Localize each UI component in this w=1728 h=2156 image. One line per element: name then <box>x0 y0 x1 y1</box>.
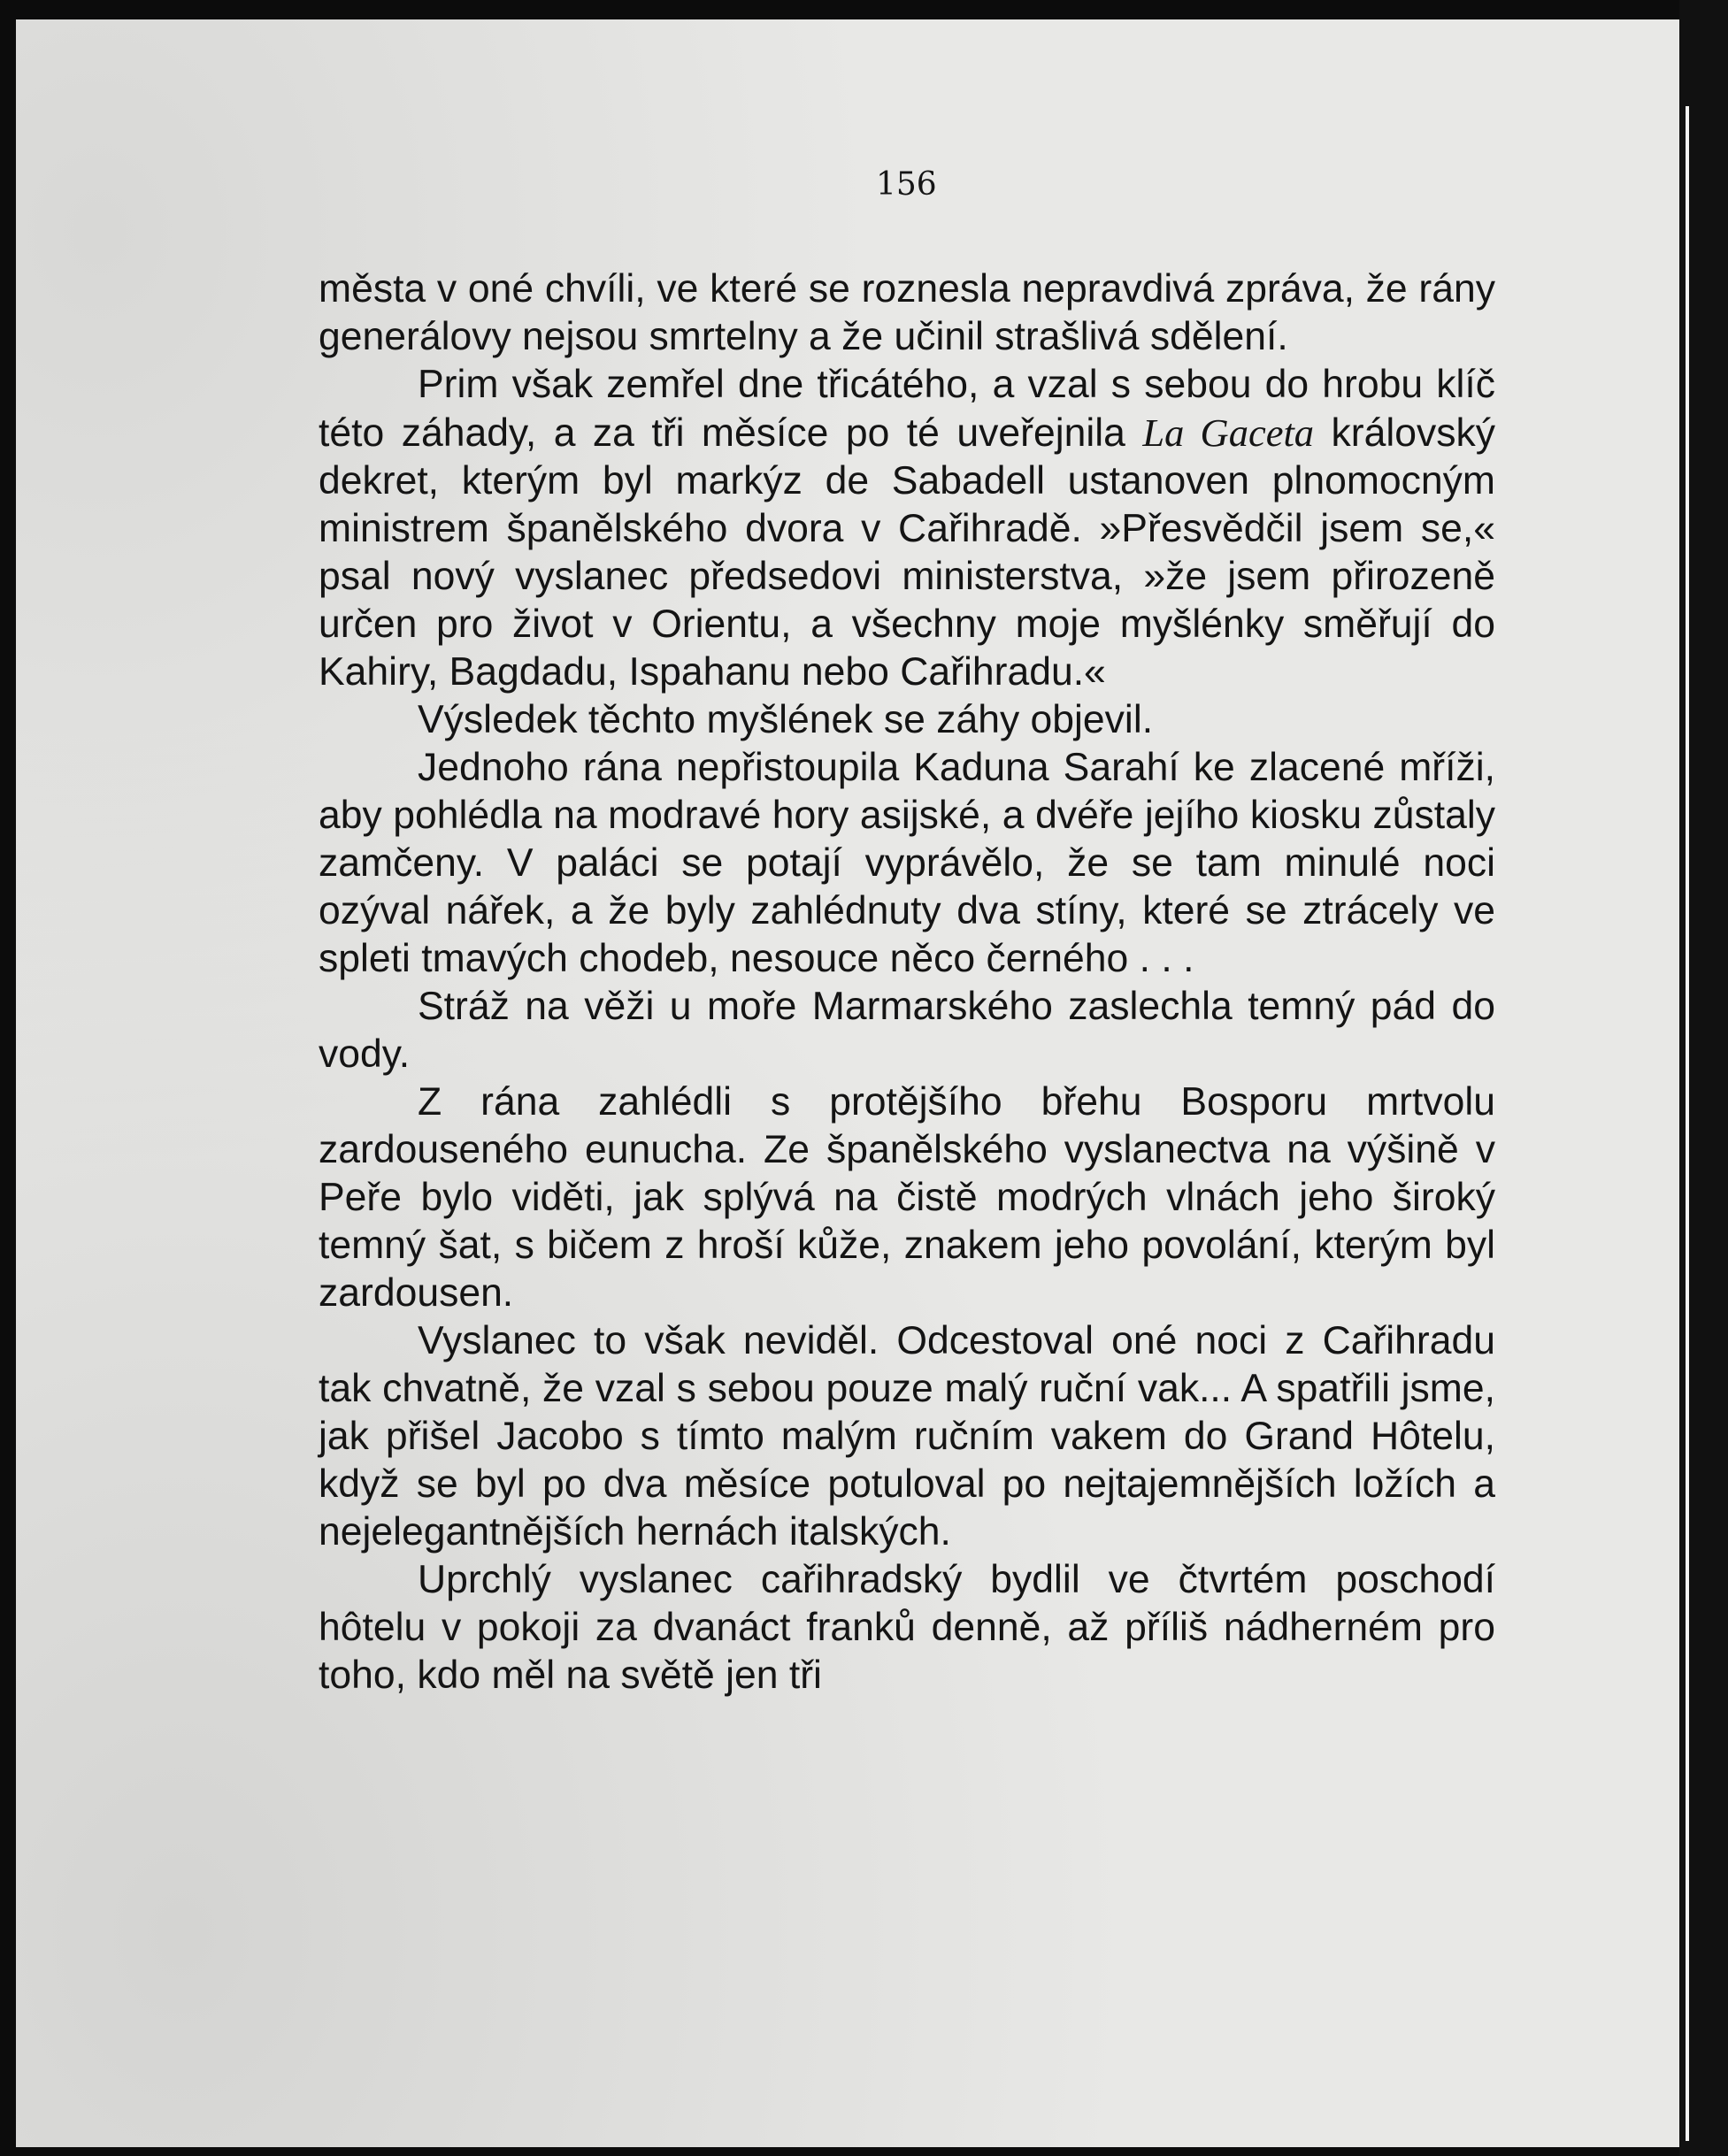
page-number: 156 <box>876 166 937 203</box>
paragraph <box>319 361 1495 696</box>
paragraph: Uprchlý vyslanec cařihradský bydlil ve čtvrtém poschodí hôtelu v pokoji za dvanáct franků denně, až příliš nádherném pro toho, kdo měl na světě jen tři <box>319 1558 1495 1697</box>
paragraph: Z rána zahlédli s protějšího břehu Bosporu mrtvolu zardouseného eunucha. Ze španělského vyslanectva na výšině v Peře bylo viděti, jak splývá na čistě modrých vlnách jeho široký temný šat, s bičem z hroší kůže, znakem jeho povolání, kterým byl zardousen. <box>319 1080 1495 1315</box>
newspaper-title: La Gaceta <box>1142 410 1315 455</box>
paragraph: Výsledek těchto myšlének se záhy objevil. <box>418 698 1154 741</box>
paragraph-text: královský dekret, kterým byl markýz de Sabadell ustanoven plnomocným ministrem španělského dvora v Cařihradě. »Přesvědčil jsem se,« psal nový vyslanec předsedovi ministerstva, »že jsem přirozeně určen pro život v Orientu, a všechny moje myšlénky směřují do Kahiry, Bagdadu, Ispahanu nebo Cařihradu.« <box>319 411 1495 694</box>
paragraph: Jednoho rána nepřistoupila Kaduna Sarahí ke zlacené mříži, aby pohlédla na modravé hory asijské, a dvéře jejího kiosku zůstaly zamčeny. V paláci se potají vyprávělo, že se tam minulé noci ozýval nářek, a že byly zahlédnuty dva stíny, které se ztrácely ve spleti tmavých chodeb, nesouce něco černého . . . <box>319 746 1495 980</box>
paragraph-text: Prim však zemřel dne třicátého, a vzal s sebou do hrobu klíč této záhady, a za tři měsíce po té uveřejnila <box>319 363 1495 455</box>
paragraph: města v oné chvíli, ve které se roznesla nepravdivá zpráva, že rány generálovy nejsou smrtelny a že učinil strašlivá sdělení. <box>319 267 1495 358</box>
paragraph: Vyslanec to však neviděl. Odcestoval oné noci z Cařihradu tak chvatně, že vzal s sebou pouze malý ruční vak... A spatřili jsme, jak přišel Jacobo s tímto malým ručním vakem do Grand Hôtelu, když se byl po dva měsíce potuloval po nejtajemnějších ložích a nejelegantnějších hernách italských. <box>319 1319 1495 1554</box>
page-edge-line <box>1686 106 1689 2141</box>
body-text <box>319 265 1495 1699</box>
paragraph: Stráž na věži u moře Marmarského zaslechla temný pád do vody. <box>319 985 1495 1076</box>
